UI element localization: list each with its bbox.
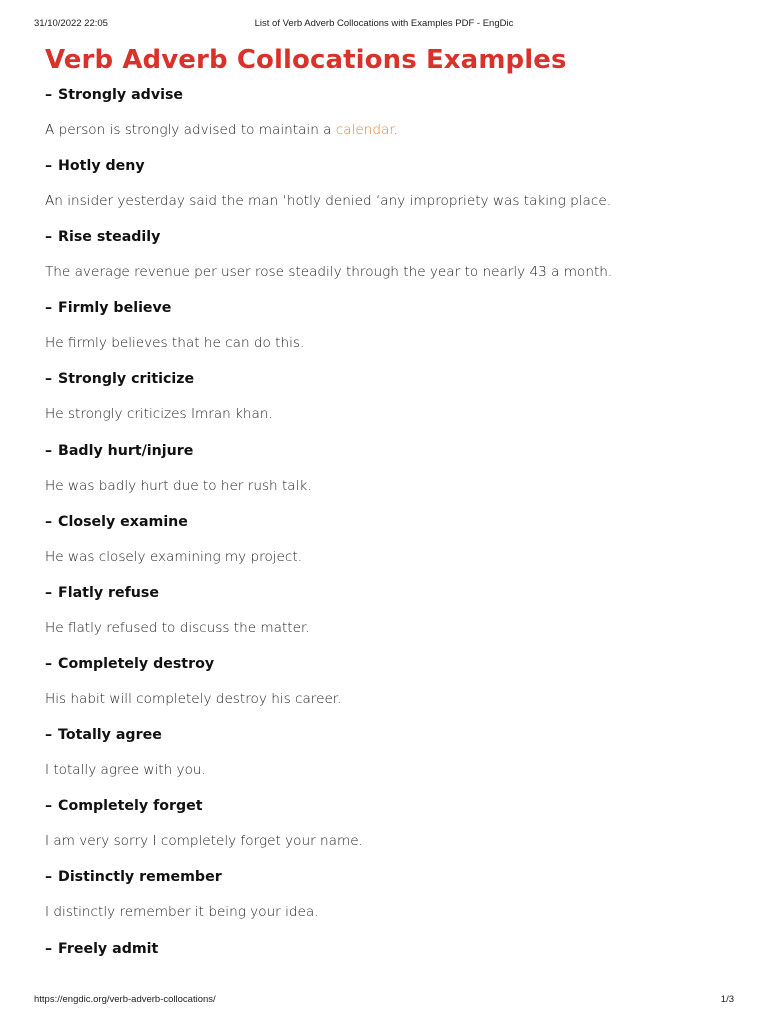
collocation-entry — [45, 224, 735, 280]
collocation-example: I totally agree with you. — [45, 762, 206, 778]
collocation-example: He was badly hurt due to her rush talk. — [45, 478, 312, 494]
collocation-heading — [45, 509, 735, 535]
print-footer — [0, 994, 768, 1008]
dash-bullet: – — [45, 87, 53, 103]
collocation-entry — [45, 651, 735, 707]
collocation-entry — [45, 82, 735, 138]
collocation-entry — [45, 509, 735, 565]
collocation-heading — [45, 224, 735, 250]
footer-url[interactable]: https://engdic.org/verb-adverb-collocations/ — [34, 994, 216, 1005]
collocation-term: Distinctly remember — [58, 869, 222, 885]
collocation-entry — [45, 722, 735, 778]
dash-bullet: – — [45, 229, 53, 245]
collocation-heading — [45, 793, 735, 819]
collocation-heading — [45, 438, 735, 464]
collocation-term: Strongly advise — [58, 87, 184, 103]
dash-bullet: – — [45, 798, 53, 814]
dash-bullet: – — [45, 585, 53, 601]
collocation-example: An insider yesterday said the man ‘hotly denied ‘any impropriety was taking place. — [45, 193, 612, 209]
collocation-example: I distinctly remember it being your idea. — [45, 904, 319, 920]
collocation-heading — [45, 82, 735, 108]
collocation-heading — [45, 295, 735, 321]
print-doc-title: List of Verb Adverb Collocations with Examples PDF - EngDic — [254, 18, 514, 29]
collocation-term: Completely destroy — [58, 656, 215, 672]
collocation-entry — [45, 580, 735, 636]
collocation-heading — [45, 580, 735, 606]
dash-bullet: – — [45, 371, 53, 387]
collocation-entry — [45, 438, 735, 494]
print-header — [0, 18, 768, 32]
collocation-term: Closely examine — [58, 514, 188, 530]
collocation-heading — [45, 722, 735, 748]
collocation-term: Completely forget — [58, 798, 203, 814]
collocation-heading — [45, 366, 735, 392]
collocation-example: His habit will completely destroy his career. — [45, 691, 342, 707]
dash-bullet: – — [45, 443, 53, 459]
dash-bullet: – — [45, 158, 53, 174]
dash-bullet: – — [45, 514, 53, 530]
collocation-entry — [45, 793, 735, 849]
collocation-entry — [45, 153, 735, 209]
collocation-example: The average revenue per user rose steadily through the year to nearly 43 a month. — [45, 264, 613, 280]
collocation-heading — [45, 936, 735, 962]
collocation-heading — [45, 153, 735, 179]
collocation-example: He firmly believes that he can do this. — [45, 335, 305, 351]
collocation-example: He strongly criticizes Imran khan. — [45, 406, 273, 422]
dash-bullet: – — [45, 656, 53, 672]
dash-bullet: – — [45, 727, 53, 743]
collocation-heading — [45, 864, 735, 890]
example-text-post: . — [393, 122, 398, 138]
collocation-entry — [45, 864, 735, 920]
collocation-term: Rise steadily — [58, 229, 161, 245]
calendar-link[interactable]: calendar — [335, 122, 394, 138]
collocation-example — [45, 117, 398, 143]
collocation-example: I am very sorry I completely forget your name. — [45, 833, 363, 849]
article-content — [45, 40, 735, 957]
page-title: Verb Adverb Collocations Examples — [45, 45, 567, 75]
dash-bullet: – — [45, 869, 53, 885]
collocation-entry — [45, 936, 735, 962]
collocation-term: Freely admit — [58, 941, 159, 957]
dash-bullet: – — [45, 300, 53, 316]
collocation-example: He flatly refused to discuss the matter. — [45, 620, 310, 636]
collocation-term: Strongly criticize — [58, 371, 195, 387]
collocation-term: Flatly refuse — [58, 585, 159, 601]
collocation-example: He was closely examining my project. — [45, 549, 303, 565]
collocation-term: Hotly deny — [58, 158, 145, 174]
example-text-pre: A person is strongly advised to maintain a — [45, 122, 336, 138]
collocation-heading — [45, 651, 735, 677]
collocation-term: Totally agree — [58, 727, 162, 743]
collocation-term: Badly hurt/injure — [58, 443, 194, 459]
page-number: 1/3 — [720, 994, 734, 1005]
dash-bullet: – — [45, 941, 53, 957]
collocation-entry — [45, 295, 735, 351]
collocation-term: Firmly believe — [58, 300, 172, 316]
print-datetime: 31/10/2022 22:05 — [34, 18, 108, 29]
collocation-entry — [45, 366, 735, 422]
